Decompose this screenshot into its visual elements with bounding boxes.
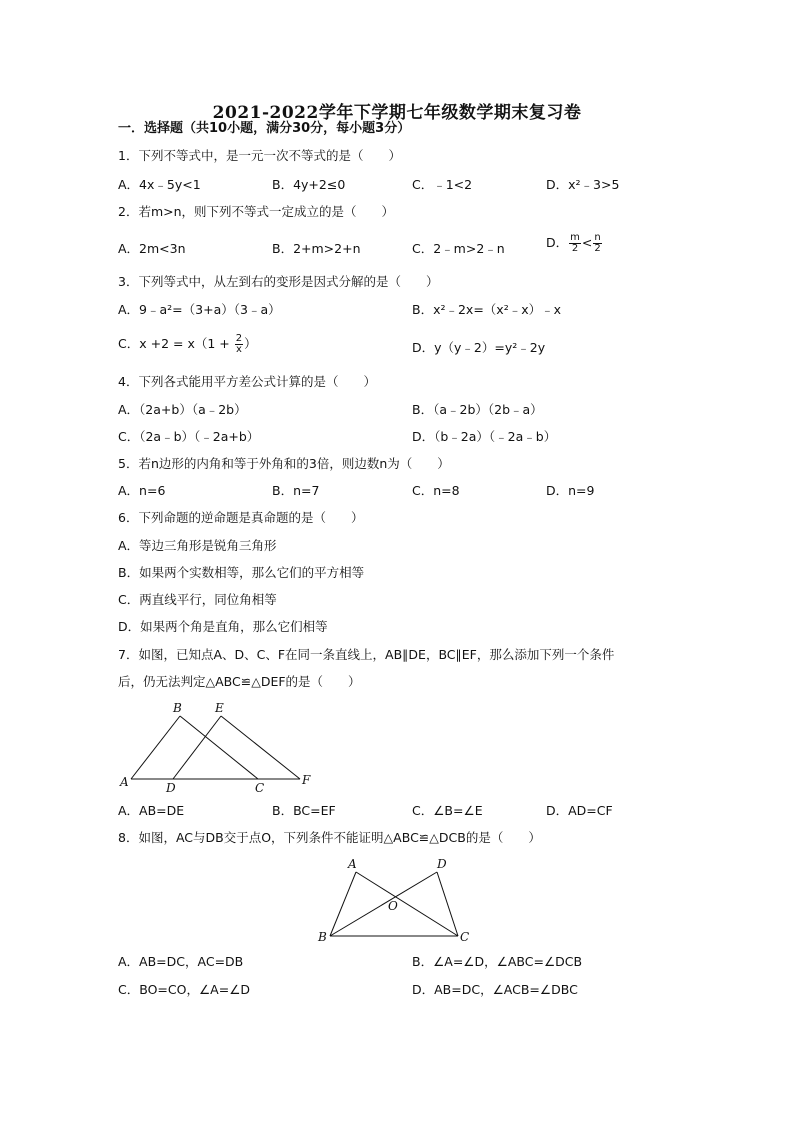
q3-option-a: A．9﹣a²=（3+a）（3﹣a）	[118, 302, 281, 317]
q7-option-c: C．∠B=∠E	[412, 803, 483, 818]
point-label-b: B	[173, 701, 182, 715]
point-label-b: B	[318, 930, 327, 944]
q2-option-d-prefix: D．	[546, 235, 569, 250]
q8-option-d: D．AB=DC，∠ACB=∠DBC	[412, 982, 578, 997]
q5-option-d: D．n=9	[546, 483, 595, 498]
exam-title: 2021-2022学年下学期七年级数学期末复习卷	[212, 103, 582, 123]
q8-stem: 8．如图，AC与DB交于点O，下列条件不能证明△ABC≌△DCB的是（ ）	[118, 830, 541, 845]
segment-ab	[330, 872, 356, 936]
q3-option-b: B．x²﹣2x=（x²﹣x）﹣x	[412, 302, 562, 317]
fraction-denominator: x	[235, 344, 242, 355]
fraction-numerator: m	[570, 232, 580, 243]
q1-option-d: D．x²﹣3>5	[546, 177, 620, 192]
q4-option-b: B．（a﹣2b）（2b﹣a）	[412, 402, 543, 417]
segment-bc	[180, 716, 258, 779]
point-label-f: F	[302, 773, 311, 787]
section-heading: 一．选择题（共10小题，满分30分，每小题3分）	[118, 121, 411, 136]
fraction-numerator: n	[594, 232, 601, 243]
segment-db	[330, 872, 437, 936]
q3-stem: 3．下列等式中，从左到右的变形是因式分解的是（ ）	[118, 274, 439, 289]
segment-ab	[131, 716, 180, 779]
q7-stem-line2: 后，仍无法判定△ABC≌△DEF的是（ ）	[118, 674, 361, 689]
q6-option-d: D．如果两个角是直角，那么它们相等	[118, 619, 328, 634]
point-label-e: E	[215, 701, 224, 715]
point-label-a: A	[120, 775, 129, 789]
q7-option-d: D．AD=CF	[546, 803, 613, 818]
q8-option-a: A．AB=DC，AC=DB	[118, 954, 244, 969]
q4-option-d: D．（b﹣2a）（﹣2a﹣b）	[412, 429, 557, 444]
q2-option-b: B．2+m>2+n	[272, 241, 361, 256]
q4-option-a: A．（2a+b）（a﹣2b）	[118, 402, 247, 417]
q7-option-b: B．BC=EF	[272, 803, 336, 818]
q6-option-b: B．如果两个实数相等，那么它们的平方相等	[118, 565, 365, 580]
segment-dc	[437, 872, 458, 936]
q2-stem: 2．若m>n，则下列不等式一定成立的是（ ）	[118, 204, 395, 219]
q6-stem: 6．下列命题的逆命题是真命题的是（ ）	[118, 510, 364, 525]
q3-option-c-prefix: C．x +2 = x（1 +	[118, 336, 234, 351]
segment-de	[173, 716, 221, 779]
q4-stem: 4．下列各式能用平方差公式计算的是（ ）	[118, 374, 376, 389]
point-label-o: O	[388, 899, 398, 913]
fraction-denominator: 2	[571, 243, 579, 254]
segment-ef	[221, 716, 300, 779]
q1-stem: 1．下列不等式中，是一元一次不等式的是（ ）	[118, 148, 401, 163]
q8-option-c: C．BO=CO，∠A=∠D	[118, 982, 251, 997]
q3-option-c-suffix: ）	[244, 336, 257, 351]
point-label-d: D	[437, 857, 447, 871]
q1-option-b: B．4y+2≤0	[272, 177, 346, 192]
less-than-sign: <	[581, 235, 593, 250]
q1-option-a: A．4x﹣5y<1	[118, 177, 201, 192]
q6-option-c: C．两直线平行，同位角相等	[118, 592, 277, 607]
q7-option-a: A．AB=DE	[118, 803, 185, 818]
point-label-c: C	[255, 781, 265, 795]
q4-option-c: C．（2a﹣b）（﹣2a+b）	[118, 429, 260, 444]
q5-option-b: B．n=7	[272, 483, 320, 498]
q8-option-b: B．∠A=∠D，∠ABC=∠DCB	[412, 954, 583, 969]
q7-stem-line1: 7．如图，已知点A、D、C、F在同一条直线上，AB∥DE，BC∥EF，那么添加下列一个条件	[118, 647, 615, 662]
q2-option-a: A．2m<3n	[118, 241, 186, 256]
q5-stem: 5．若n边形的内角和等于外角和的3倍，则边数n为（ ）	[118, 456, 450, 471]
point-label-a: A	[348, 857, 357, 871]
fraction-numerator: 2	[235, 333, 243, 344]
q6-option-a: A．等边三角形是锐角三角形	[118, 538, 277, 553]
fraction-denominator: 2	[594, 243, 601, 254]
point-label-c: C	[460, 930, 470, 944]
q5-option-c: C．n=8	[412, 483, 460, 498]
q5-option-a: A．n=6	[118, 483, 166, 498]
q1-option-c: C．﹣1<2	[412, 177, 473, 192]
segment-ac	[356, 872, 458, 936]
q2-option-c: C．2﹣m>2﹣n	[412, 241, 505, 256]
point-label-d: D	[166, 781, 176, 795]
q3-option-d: D．y（y﹣2）=y²﹣2y	[412, 340, 546, 355]
